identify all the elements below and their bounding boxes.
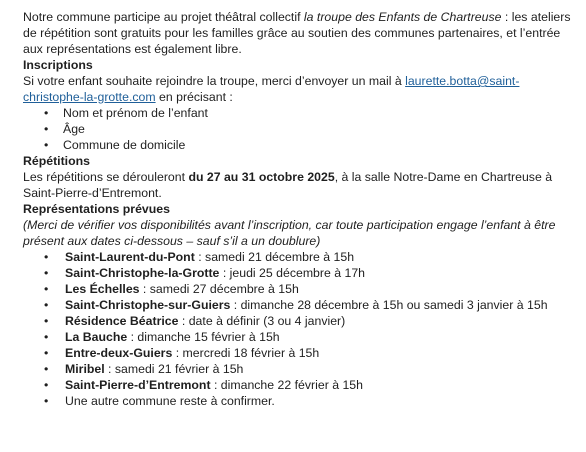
- repetitions-text-1: Les répétitions se dérouleront: [23, 170, 189, 184]
- repetitions-text-2: , à la salle Notre-Dame en Chartreuse à Saint-Pierre-d’Entremont.: [23, 170, 553, 200]
- venue-date: : samedi 21 décembre à 15h: [194, 250, 355, 264]
- list-item: • Nom et prénom de l’enfant: [23, 105, 572, 121]
- venue-name: Saint-Christophe-sur-Guiers: [65, 298, 231, 312]
- email-link[interactable]: laurette.botta@saint-christophe-la-grotte.com: [23, 74, 520, 104]
- repetitions-dates: du 27 au 31 octobre 2025: [188, 170, 335, 184]
- list-item: [23, 377, 572, 393]
- venue-date: : jeudi 25 décembre à 17h: [219, 266, 366, 280]
- list-item: [23, 281, 572, 297]
- venue-name: Entre-deux-Guiers: [65, 346, 173, 360]
- inscriptions-list: [23, 105, 572, 153]
- list-item: [23, 345, 572, 361]
- venue-name: Résidence Béatrice: [65, 314, 179, 328]
- representations-list: [23, 249, 572, 409]
- intro-text-1: Notre commune participe au projet théâtral collectif: [23, 10, 304, 24]
- venue-date: : dimanche 22 février à 15h: [210, 378, 363, 392]
- venue-date: : date à définir (3 ou 4 janvier): [178, 314, 346, 328]
- list-item: • Commune de domicile: [23, 137, 572, 153]
- representations-note: [23, 217, 572, 249]
- venue-name: Miribel: [65, 362, 105, 376]
- list-item: [23, 297, 572, 313]
- note-text: (Merci de vérifier vos disponibilités avant l’inscription, car toute participation engage l’enfant à être présent aux dates ci-dessous – sauf s’il a un doublure): [23, 218, 556, 248]
- venue-date: : mercredi 18 février à 15h: [172, 346, 320, 360]
- intro-text-2: : les ateliers de répétition sont gratuits pour les familles grâce au soutien des communes partenaires, et l’entrée aux représentations est également libre.: [23, 10, 571, 56]
- intro-paragraph: [23, 9, 572, 57]
- venue-name: Saint-Laurent-du-Pont: [65, 250, 195, 264]
- inscriptions-text-2: en précisant :: [155, 90, 233, 104]
- project-name: la troupe des Enfants de Chartreuse: [303, 10, 502, 24]
- venue-date: : dimanche 15 février à 15h: [127, 330, 280, 344]
- list-item: [23, 361, 572, 377]
- venue-name: La Bauche: [65, 330, 128, 344]
- list-item: • Une autre commune reste à confirmer.: [23, 393, 572, 409]
- venue-name: Saint-Christophe-la-Grotte: [65, 266, 220, 280]
- venue-date: : dimanche 28 décembre à 15h ou samedi 3 janvier à 15h: [230, 298, 548, 312]
- list-item: [23, 265, 572, 281]
- inscriptions-heading: Inscriptions: [23, 58, 93, 72]
- venue-date: : samedi 21 février à 15h: [104, 362, 244, 376]
- venue-name: Les Échelles: [65, 282, 140, 296]
- repetitions-paragraph: [23, 169, 572, 201]
- list-item: [23, 249, 572, 265]
- venue-date: : samedi 27 décembre à 15h: [139, 282, 299, 296]
- list-item: [23, 313, 572, 329]
- list-item: • Âge: [23, 121, 572, 137]
- representations-heading: Représentations prévues: [23, 202, 170, 216]
- inscriptions-paragraph: [23, 73, 572, 105]
- inscriptions-text-1: Si votre enfant souhaite rejoindre la troupe, merci d’envoyer un mail à: [23, 74, 406, 88]
- repetitions-heading: Répétitions: [23, 154, 90, 168]
- list-item: [23, 329, 572, 345]
- venue-name: Saint-Pierre-d’Entremont: [65, 378, 211, 392]
